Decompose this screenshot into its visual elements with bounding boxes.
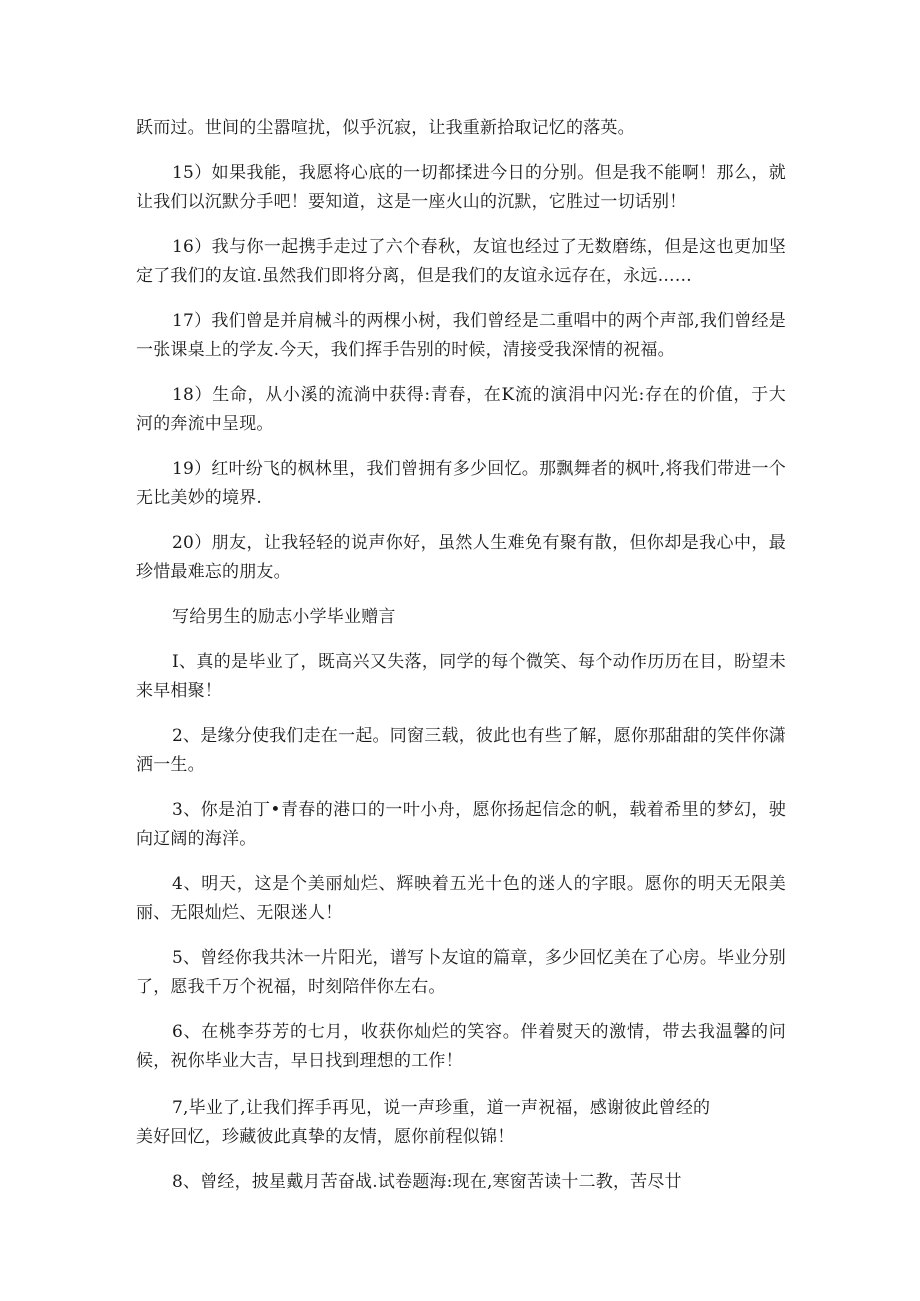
paragraph-item-4: 4、明天，这是个美丽灿烂、辉映着五光十色的迷人的字眼。愿你的明天无限美丽、无限灿烂、无限迷人！ (136, 874, 786, 923)
paragraph-item-16: 16）我与你一起携手走过了六个春秋，友谊也经过了无数磨练，但是这也更加坚定了我们的友谊.虽然我们即将分离，但是我们的友谊永远存在，永远…… (136, 237, 786, 286)
paragraph-item-2: 2、是缘分使我们走在一起。同窗三载，彼此也有些了解，愿你那甜甜的笑伴你潇洒一生。 (136, 726, 786, 775)
section-heading: 写给男生的励志小学毕业赠言 (172, 607, 396, 627)
paragraph-item-1: I、真的是毕业了，既高兴又失落，同学的每个微笑、每个动作历历在目，盼望未来早相聚！ (136, 652, 786, 701)
paragraph-item-20: 20）朋友，让我轻轻的说声你好，虽然人生难免有聚有散，但你却是我心中，最珍惜最难忘的朋友。 (136, 533, 786, 582)
paragraph-continuation: 跃而过。世间的尘嚣喧扰，似乎沉寂，让我重新拾取记忆的落英。 (136, 118, 635, 138)
paragraph-item-17: 17）我们曾是并肩械斗的两棵小树，我们曾经是二重唱中的两个声部,我们曾经是一张课桌上的学友.今天，我们挥手告别的时候，清接受我深情的祝福。 (136, 311, 786, 360)
paragraph-item-15: 15）如果我能，我愿将心底的一切都揉进今日的分别。但是我不能啊！那么，就让我们以沉默分手吧！要知道，这是一座火山的沉默，它胜过一切话别！ (136, 163, 786, 212)
paragraph-item-8: 8、曾经，披星戴月苦奋战.试卷题海:现在,寒窗苦读十二教，苦尽廿 (172, 1172, 682, 1192)
paragraph-item-7-continuation: 美好回忆，珍藏彼此真挚的友情，愿你前程似锦！ (136, 1127, 515, 1147)
paragraph-item-19: 19）红叶纷飞的枫林里，我们曾拥有多少回忆。那飘舞者的枫叶,将我们带进一个无比美妙的境界. (136, 459, 786, 508)
paragraph-item-3: 3、你是泊丁•青春的港口的一叶小舟，愿你扬起信念的帆，载着希里的梦幻，驶向辽阔的海洋。 (136, 800, 786, 849)
paragraph-item-5: 5、曾经你我共沐一片阳光，谱写卜友谊的篇章，多少回忆美在了心房。毕业分别了，愿我千万个祝福，时刻陪伴你左右。 (136, 948, 786, 997)
paragraph-item-7: 7,毕业了,让我们挥手再见，说一声珍重，道一声祝福，感谢彼此曾经的 (172, 1098, 711, 1118)
paragraph-item-18: 18）生命，从小溪的流淌中获得:青春，在K流的演涓中闪光:存在的价值，于大河的奔流中呈现。 (136, 385, 786, 434)
paragraph-item-6: 6、在桃李芬芳的七月，收获你灿烂的笑容。伴着熨天的激情，带去我温馨的问候，祝你毕业大吉，早日找到理想的工作！ (136, 1022, 786, 1071)
document-body (136, 114, 786, 1197)
